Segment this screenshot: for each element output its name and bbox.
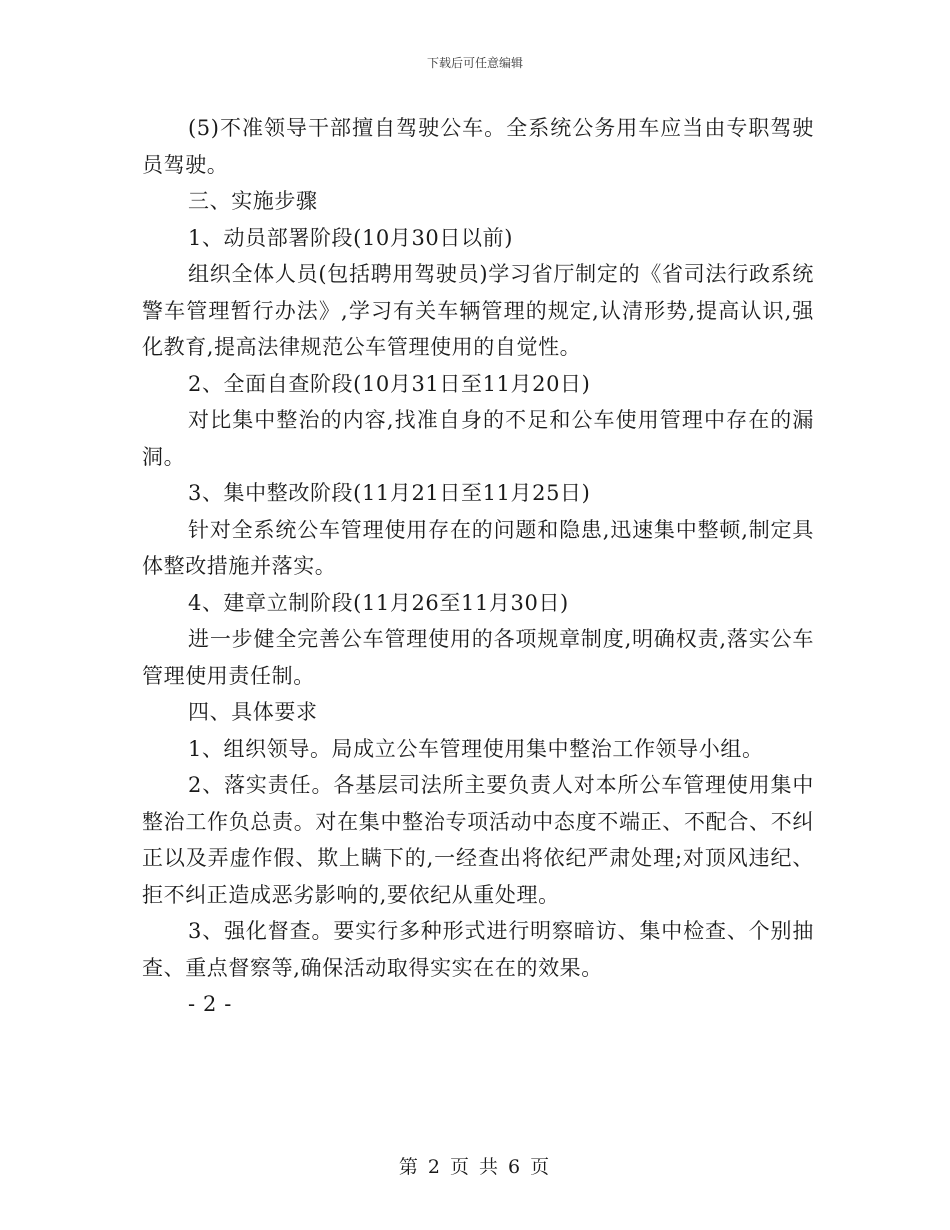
paragraph: (5)不准领导干部擅自驾驶公车。全系统公务用车应当由专职驾驶员驾驶。 [142,116,814,177]
step-heading: 1、动员部署阶段(10月30日以前) [188,225,513,250]
paragraph: 组织全体人员(包括聘用驾驶员)学习省厅制定的《省司法行政系统警车管理暂行办法》,学习有关车辆管理的规定,认清形势,提高认识,强化教育,提高法律规范公车管理使用的自觉性。 [142,262,814,359]
step-heading: 3、集中整改阶段(11月21日至11月25日) [188,481,591,505]
inline-page-number: - 2 - [188,992,232,1016]
paragraph: 1、组织领导。局成立公车管理使用集中整治工作领导小组。 [188,736,764,761]
page-footer: 第 2 页 共 6 页 [398,1156,552,1178]
step-heading: 4、建章立制阶段(11月26至11月30日) [188,590,569,615]
paragraph: 对比集中整治的内容,找准自身的不足和公车使用管理中存在的漏洞。 [142,408,814,469]
header-note: 下载后可任意编辑 [426,56,523,70]
section-heading: 四、具体要求 [188,700,318,724]
paragraph: 针对全系统公车管理使用存在的问题和隐患,迅速集中整顿,制定具体整改措施并落实。 [142,517,814,578]
paragraph: 进一步健全完善公车管理使用的各项规章制度,明确权责,落实公车管理使用责任制。 [142,627,814,688]
step-heading: 2、全面自查阶段(10月31日至11月20日) [188,371,591,396]
paragraph: 3、强化督查。要实行多种形式进行明察暗访、集中检查、个别抽查、重点督察等,确保活动取得实实在在的效果。 [142,919,814,980]
paragraph: 2、落实责任。各基层司法所主要负责人对本所公车管理使用集中整治工作负总责。对在集中整治专项活动中态度不端正、不配合、不纠正以及弄虚作假、欺上瞒下的,一经查出将依纪严肃处理;对顶风违纪、拒不纠正造成恶劣影响的,要依纪从重处理。 [142,773,814,907]
section-heading: 三、实施步骤 [188,189,318,213]
document-body [142,110,814,1023]
